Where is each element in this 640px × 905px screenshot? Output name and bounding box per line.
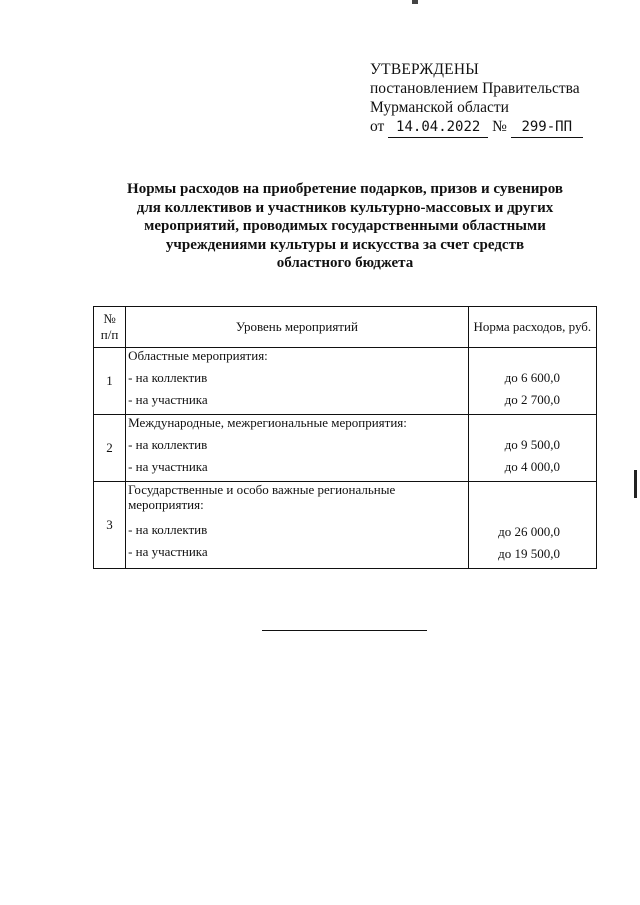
title-line: Нормы расходов на приобретение подарков, призов и сувениров [127,181,563,197]
title-line: учреждениями культуры и искусства за счет средств [165,236,525,253]
approval-date-line [370,117,610,138]
table-row [94,415,597,482]
norm-cell [468,348,596,415]
date-prefix: от [370,118,385,135]
participant-label: - на участника [128,392,208,407]
collective-label: - на коллектив [128,437,208,452]
participant-value: до 19 500,0 [498,546,560,561]
header-number-line2: п/п [100,327,119,342]
category-label: Государственные и особо важные региональные мероприятия: [128,482,396,512]
scan-artifact-mark [634,470,637,498]
level-cell [126,482,469,569]
norm-cell [468,415,596,482]
scan-artifact-mark [412,0,418,4]
collective-label: - на коллектив [128,370,208,385]
header-number-line1: № [103,311,116,326]
category-label: Областные мероприятия: [128,348,268,363]
header-norm: Норма расходов, руб. [468,307,596,348]
table-row [94,348,597,415]
participant-label: - на участника [128,459,208,474]
level-cell [126,415,469,482]
collective-value: до 6 600,0 [504,370,560,385]
approval-line-2: Мурманской области [370,99,509,116]
header-number [94,307,126,348]
level-cell [126,348,469,415]
approval-date: 14.04.2022 [388,118,488,138]
row-number: 2 [94,415,126,482]
end-of-document-rule [262,630,427,631]
collective-value: до 26 000,0 [498,524,560,539]
collective-label: - на коллектив [128,522,208,537]
approval-stamp [370,60,610,138]
row-number: 3 [94,482,126,569]
approval-line-1: постановлением Правительства [370,80,580,97]
table-header-row [94,307,597,348]
table-row [94,482,597,569]
header-level: Уровень мероприятий [126,307,469,348]
participant-value: до 2 700,0 [504,392,560,407]
collective-value: до 9 500,0 [504,437,560,452]
title-line: областного бюджета [276,255,414,271]
norms-table [93,306,597,569]
norm-cell [468,482,596,569]
participant-label: - на участника [128,544,208,559]
approval-heading: УТВЕРЖДЕНЫ [370,61,479,78]
document-title [95,180,595,273]
category-label: Международные, межрегиональные мероприятия: [128,415,407,430]
title-line: мероприятий, проводимых государственными областными [144,218,546,234]
approval-number: 299-ПП [511,118,583,138]
number-prefix: № [492,118,507,135]
title-line: для коллективов и участников культурно-массовых и других [136,199,554,216]
participant-value: до 4 000,0 [504,459,560,474]
row-number: 1 [94,348,126,415]
